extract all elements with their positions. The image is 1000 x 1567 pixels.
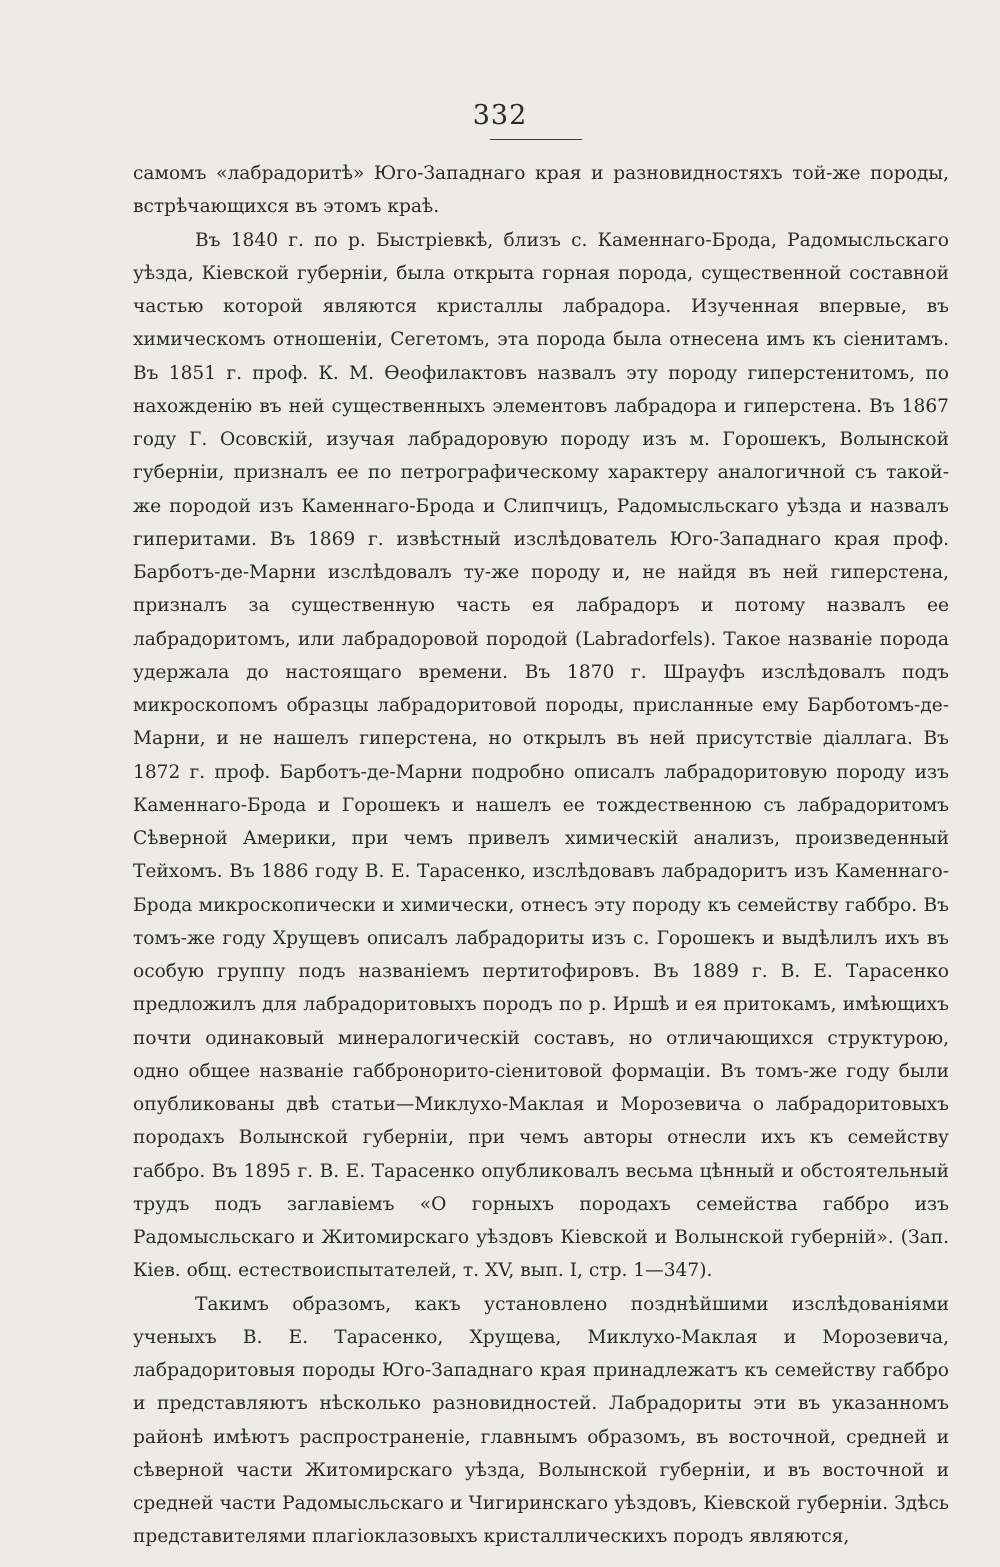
paragraph-2: Въ 1840 г. по р. Быстріевкѣ, близъ с. Каменнаго-Брода, Радомысльскаго уѣзда, Кіевской губерніи, была открыта горная порода, существенной составной частью которой являются кристаллы лабрадора. Изученная впервые, въ химическомъ отношеніи, Сегетомъ, эта порода была отнесена имъ къ сіенитамъ. Въ 1851 г. проф. К. М. Ѳеофилактовъ назвалъ эту породу гиперстенитомъ, по нахожденію въ ней существенныхъ элементовъ лабрадора и гиперстена. Въ 1867 году Г. Осовскій, изучая лабрадоровую породу изъ м. Горошекъ, Волынской губерніи, призналъ ее по петрографическому характеру аналогичной съ такой-же породой изъ Каменнаго-Брода и Слипчицъ, Радомысльскаго уѣзда и назвалъ гиперитами. Въ 1869 г. извѣстный изслѣдователь Юго-Западнаго края проф. Барботъ-де-Марни изслѣдовалъ ту-же породу и, не найдя въ ней гиперстена, призналъ за существенную часть ея лабрадоръ и потому назвалъ ее лабрадоритомъ, или лабрадоровой породой (Labradorfels). Такое названіе порода удержала до настоящаго времени. Въ 1870 г. Шрауфъ изслѣдовалъ подъ микроскопомъ образцы лабрадоритовой породы, присланные ему Барботомъ-де-Марни, и не нашелъ гиперстена, но открылъ въ ней присутствіе діаллага. Въ 1872 г. проф. Барботъ-де-Марни подробно описалъ лабрадоритовую породу изъ Каменнаго-Брода и Горошекъ и нашелъ ее тождественною съ лабрадоритомъ Сѣверной Америки, при чемъ привелъ химическій анализъ, произведенный Тейхомъ. Въ 1886 году В. Е. Тарасенко, изслѣдовавъ лабрадоритъ изъ Каменнаго-Брода микроскопически и химически, отнесъ эту породу къ семейству габбро. Въ томъ-же году Хрущевъ описалъ лабрадориты изъ с. Горошекъ и выдѣлилъ ихъ въ особую группу подъ названіемъ пертитофировъ. Въ 1889 г. В. Е. Тарасенко предложилъ для лабрадоритовыхъ породъ по р. Иршѣ и ея притокамъ, имѣющихъ почти одинаковый минералогическій составъ, но отличающихся структурою, одно общее названіе габбронорито-сіенитовой формаціи. Въ томъ-же году были опубликованы двѣ статьи—Миклухо-Маклая и Морозевича о лабрадоритовыхъ породахъ Волынской губерніи, при чемъ авторы отнесли ихъ къ семейству габбро. Въ 1895 г. В. Е. Тарасенко опубликовалъ весьма цѣнный и обстоятельный трудъ подъ заглавіемъ «О горныхъ породахъ семейства габбро изъ Радомысльскаго и Житомирскаго уѣздовъ Кіевской и Волынской губерній». (Зап. Кіев. общ. естествоиспытателей, т. XV, вып. I, стр. 1—347). — [133, 229, 949, 1282]
paragraph-1: самомъ «лабрадоритѣ» Юго-Западнаго края и разновидностяхъ той-же породы, встрѣчающихся въ этомъ краѣ. — [133, 163, 949, 218]
paragraph-3: Такимъ образомъ, какъ установлено позднѣйшими изслѣдованіями ученыхъ В. Е. Тарасенко, Хрущева, Миклухо-Маклая и Морозевича, лабрадоритовыя породы Юго-Западнаго края принадлежатъ къ семейству габбро и представляютъ нѣсколько разновидностей. Лабрадориты эти въ указанномъ районѣ имѣютъ распространеніе, главнымъ образомъ, въ восточной, средней и сѣверной части Житомирскаго уѣзда, Волынской губерніи, и въ восточной и средней части Радомысльскаго и Чигиринскаго уѣздовъ, Кіевской губерніи. Здѣсь представителями плагіоклазовыхъ кристаллическихъ породъ являются, — [133, 1293, 949, 1548]
page-number: 332 — [472, 100, 528, 131]
body-text — [133, 157, 949, 1554]
page-number-rule — [490, 139, 582, 140]
